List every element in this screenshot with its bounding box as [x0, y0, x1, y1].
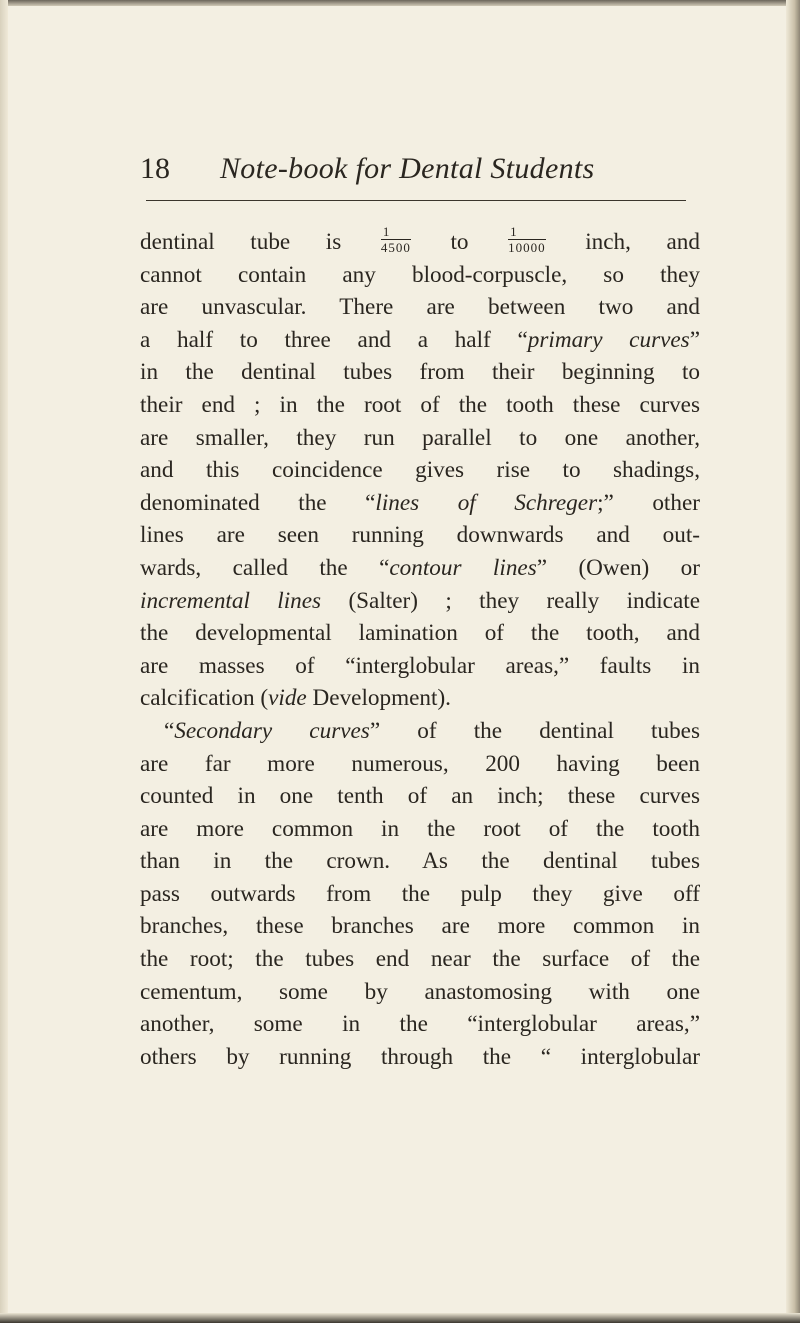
text-line: another, some in the “interglobular areas,”: [140, 1011, 700, 1038]
text-segment: “: [164, 717, 175, 744]
italic-term: incremental lines: [140, 587, 322, 614]
text-segment: wards, called the “: [140, 554, 390, 581]
text-segment: calcification (: [140, 685, 269, 712]
text-segment: to: [450, 229, 469, 255]
text-segment: Development).: [312, 685, 451, 712]
fraction: [381, 225, 411, 254]
text-line: [140, 715, 700, 748]
text-line: are unvascular. There are between two and: [140, 294, 700, 321]
text-line: [140, 226, 700, 259]
italic-term: primary curves: [527, 326, 690, 353]
running-head: [140, 152, 595, 186]
text-line: counted in one tenth of an inch; these curves: [140, 783, 700, 810]
text-line: cementum, some by anastomosing with one: [140, 978, 700, 1005]
text-segment: ” (Owen) or: [536, 554, 700, 581]
text-segment: ;” other: [597, 489, 700, 516]
text-line: [140, 585, 700, 618]
text-line: [140, 324, 700, 357]
text-segment: a half to three and a half “: [140, 326, 528, 353]
fraction: [508, 225, 546, 254]
book-title: Note-book for Dental Students: [220, 152, 595, 185]
text-line: cannot contain any blood-corpuscle, so they: [140, 261, 700, 288]
text-segment: (Salter) ; they really indicate: [348, 587, 700, 614]
text-line: the root; the tubes end near the surface of the: [140, 946, 700, 973]
body-text: [140, 226, 700, 1073]
fraction-numerator: 1: [381, 225, 411, 240]
text-line: in the dentinal tubes from their beginning to: [140, 359, 700, 386]
text-line: are masses of “interglobular areas,” faults in: [140, 652, 700, 679]
text-line: and this coincidence gives rise to shadings,: [140, 457, 700, 484]
text-segment: ” of the dentinal tubes: [369, 717, 700, 744]
page-number: 18: [140, 152, 170, 185]
text-line: than in the crown. As the dentinal tubes: [140, 848, 700, 875]
text-line: are more common in the root of the tooth: [140, 815, 700, 842]
text-line: are far more numerous, 200 having been: [140, 750, 700, 777]
text-segment: inch, and: [585, 229, 700, 255]
fraction-denominator: 10000: [508, 240, 546, 256]
text-line: lines are seen running downwards and out-: [140, 522, 700, 549]
italic-term: Secondary curves: [174, 717, 370, 744]
page-bottom-edge: [0, 1313, 800, 1323]
text-line: branches, these branches are more common in: [140, 913, 700, 940]
text-line: are smaller, they run parallel to one another,: [140, 424, 700, 451]
text-segment: dentinal tube is: [140, 229, 342, 255]
italic-term: lines of Schreger: [375, 489, 598, 516]
page-left-edge: [0, 0, 8, 1323]
italic-term: vide: [268, 685, 307, 712]
fraction-numerator: 1: [508, 225, 546, 240]
italic-term: contour lines: [389, 554, 537, 581]
header-rule: [146, 200, 686, 201]
text-line: their end ; in the root of the tooth these curves: [140, 391, 700, 418]
text-line: pass outwards from the pulp they give off: [140, 880, 700, 907]
fraction-denominator: 4500: [380, 240, 411, 256]
text-line: [140, 487, 700, 520]
text-segment: denominated the “: [140, 489, 376, 516]
text-line: the developmental lamination of the tooth, and: [140, 620, 700, 647]
text-line: others by running through the “ interglobular: [140, 1043, 700, 1070]
text-line: [140, 552, 700, 585]
text-line: [140, 682, 700, 715]
text-segment: ”: [689, 326, 700, 353]
page-right-edge: [786, 0, 800, 1323]
page-top-edge: [0, 0, 800, 6]
